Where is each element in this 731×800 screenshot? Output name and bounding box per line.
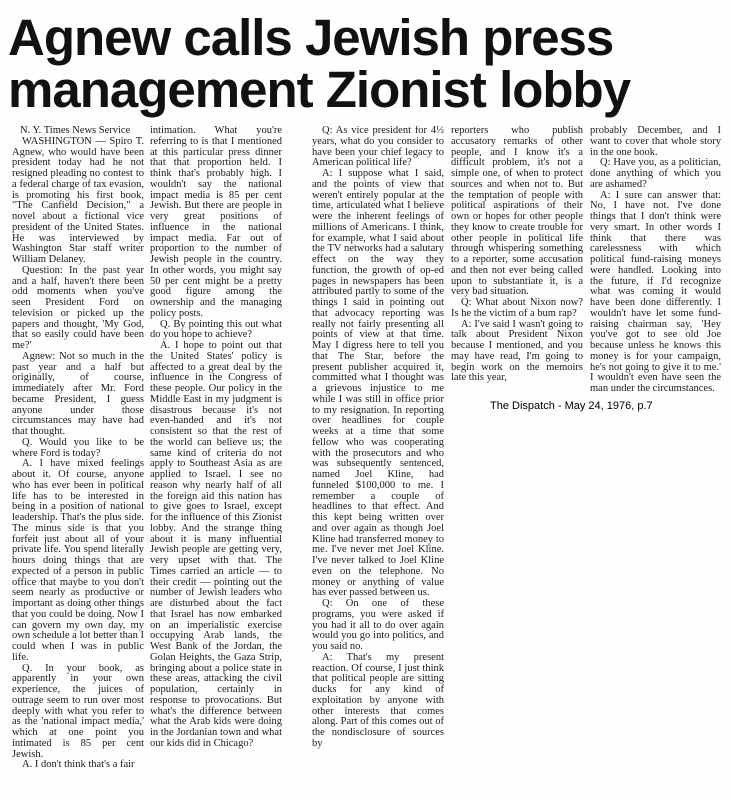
article-column-2 (150, 126, 282, 798)
paragraph: Q: Have you, as a politician, done anything of which you are ashamed? (590, 157, 721, 190)
source-caption: The Dispatch - May 24, 1976, p.7 (490, 400, 653, 412)
paragraph: A. I don't think that's a fair (22, 759, 135, 771)
dateline: N. Y. Times News Service (20, 126, 131, 136)
paragraph: WASHINGTON — Spiro T. Agnew, who would have been president today had he not resigned pleading no contest to a federal charge of tax evasion, is promoting his first book, "The Canfield Decision," a novel about a fictional vice president of the United States. He was interviewed by Washington Star staff writer William Delaney. (12, 135, 144, 265)
article-column-3 (312, 126, 444, 798)
paragraph: Agnew: Not so much in the past year and a half but originally, of course, immediately after Mr. Ford became President, I guess anyone under those circumstances may have had that thought. (12, 350, 144, 437)
paragraph: intimation. What you're referring to is that I mentioned at this particular press dinner that that proportion held. I think that's probably high. I wouldn't say the national impact media is 85 per cent Jewish. But there are people in very great positions of influence in the national impact media. Far out of proportion to the number of Jewish people in the country. In other words, you might say 50 per cent might be a pretty good figure among the ownership and the managing policy posts. (150, 126, 282, 319)
headline: Agnew calls Jewish press management Zionist lobby (8, 9, 631, 118)
paragraph: A. I hope to point out that the United States' policy is affected to a great deal by the influence in the Congress of these people. Our policy in the Middle East in my judgment is disastrous because it's not even-handed and it's not consistent so that the rest of the world can believe us; the same kind of criteria do not apply to Southeast Asia as are applied to Israel. I see no reason why nearly half of all the foreign aid this nation has to give goes to Israel, except for the influence of this Zionist lobby. And the strange thing about it is many influential Jewish people are getting very, very upset with that. The Times carried an article — to their credit — pointing out the number of Jewish leaders who are disturbed about the fact that Israel has now embarked on an imperialistic exercise occupying Arab lands, the West Bank of the Jordan, the Golan Heights, the Gaza Strip, bringing about a police state in these areas, attacking the civil population, certainly in response to provocations. But what's the difference between what the Arab kids were doing in the Jordanian town and what our kids did in Chicago? (150, 340, 282, 749)
paragraph: reporters who publish accusatory remarks of other people, and I know it's a difficult problem, it's not a simple one, of when to protect sources and when not to. But the temptation of people with political aspirations of their own or hopes for other people they know to create trouble for other people in political life through whispering something to a reporter, some accusation and then not ever being called upon to substantiate it, is a very bad situation. (451, 126, 583, 298)
paragraph: Question: In the past year and a half, haven't there been odd moments when you've seen President Ford on television or picked up the papers and thought, 'My God, that so easily could have been me?' (12, 264, 144, 351)
paragraph: Q: On one of these programs, you were asked if you had it all to do over again would you go into politics, and you said no. (312, 598, 444, 652)
article-column-1 (12, 126, 144, 798)
paragraph: Q: As vice president for 4½ years, what do you consider to have been your chief legacy to American political life? (312, 126, 444, 169)
paragraph: Q. In your book, as apparently in your own experience, the juices of outrage seem to run over most deeply with what you refer to as the 'national impact media,' which at one point you intimated is 85 per cent Jewish. (12, 662, 144, 760)
paragraph: A: I've said I wasn't going to talk about President Nixon because I mentioned, and you may have read, I'm going to begin work on the memoirs late this year, (451, 318, 583, 384)
paragraph: A: That's my present reaction. Of course, I just think that political people are sitting ducks for any kind of exploitation by anyone with other interests that comes along. Part of this comes out of the nondisclosure of sources by (312, 651, 444, 749)
paragraph: A: I sure can answer that: No, I have not. I've done things that I don't think were very smart. In other words I think that there was carelessness with which political fund-raising moneys were handled. Looking into the future, if I'd recognize what was coming it would have been done differently. I wouldn't have let some fund-raising chairman say, 'Hey you've got to see old Joe because unless he knows this money is for your campaign, he's not going to give it to me.' I wouldn't even have seen the man under the circumstances. (590, 189, 721, 394)
paragraph: Q. By pointing this out what do you hope to achieve? (150, 318, 282, 341)
paragraph: A: I suppose what I said, and the points of view that weren't entirely popular at the time, articulated what I believe were the inherent feelings of millions of Americans. I think, for example, what I said about the TV networks had a salutary effect on the way they function, the growth of op-ed pages in newspapers has been attributed partly to some of the things I said in pointing out that advocacy reporting was really not fairly presenting all points of view at that time. May I digress here to tell you that The Star, before the present publisher acquired it, committed what I thought was a grievous injustice to me while I was still in office prior to my resignation. In reporting over headlines for couple weeks at a time that some fellow who was cooperating with the prosecutors and who was subsequently sentenced, named Joel Kline, had funneled $100,000 to me. I remember a couple of headlines to that effect. And this kept being written over and over again as though Joel Kline had transferred money to me. I've never met Joel Kline. I've never talked to Joel Kline even on the telephone. No money or anything of value has ever passed between us. (312, 168, 444, 599)
paragraph: Q. Would you like to be where Ford is today? (12, 436, 144, 459)
paragraph: A. I have mixed feelings about it. Of course, anyone who has ever been in political life has to be interested in being in a position of national leadership. That's the plus side. The minus side is that you forfeit just about all of your private life. You spend literally hours doing things that are expected of a person in public office that maybe to you don't seem nearly as productive or important as doing other things that you could be doing. Now I can govern my own day, my own schedule a lot better than I could when I was in public life. (12, 458, 144, 663)
paragraph: probably December, and I want to cover that whole story in the one book. (590, 126, 721, 158)
paragraph: Q: What about Nixon now? Is he the victim of a bum rap? (451, 297, 583, 319)
